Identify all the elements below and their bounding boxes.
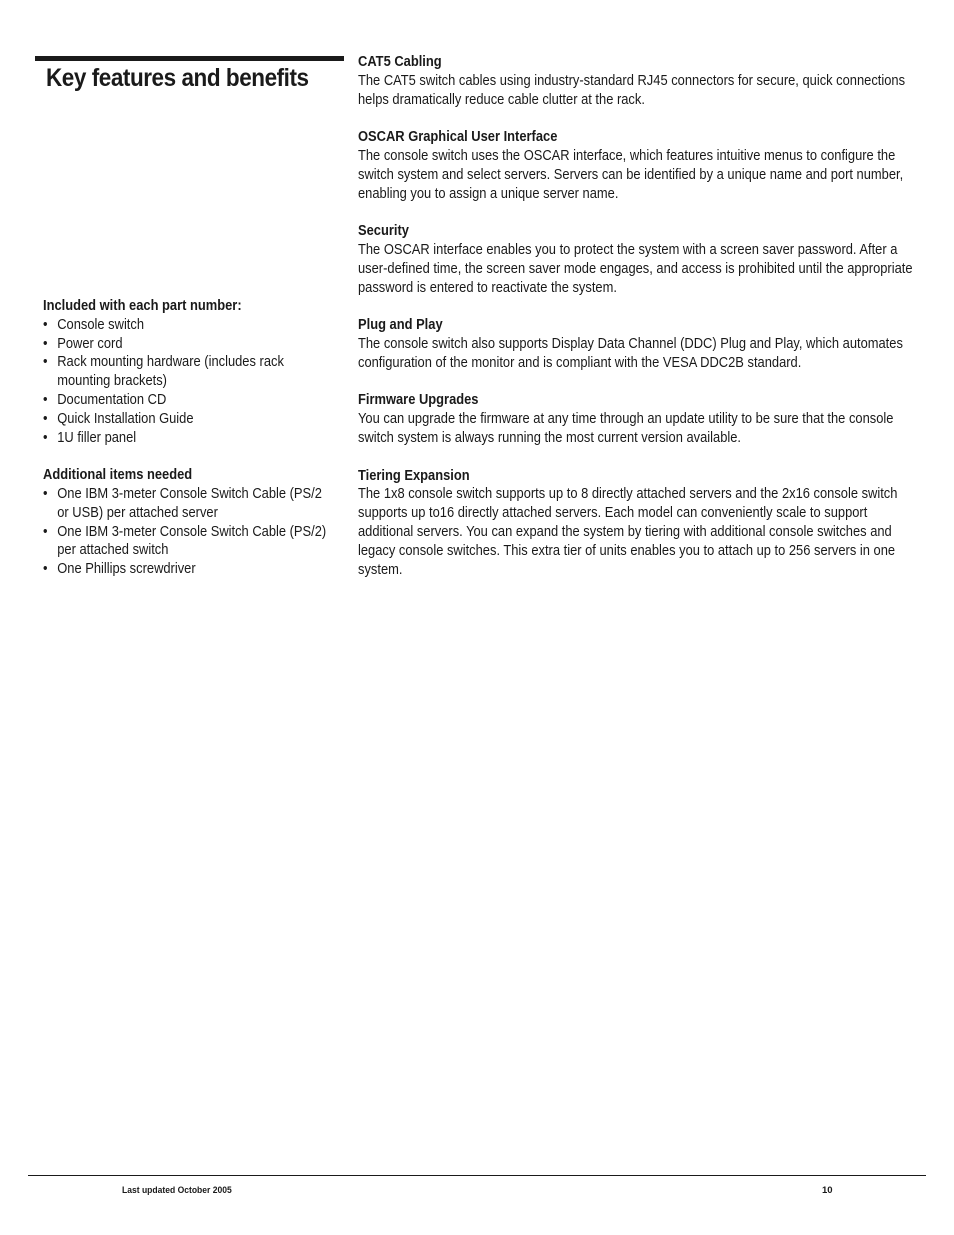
list-item: • Rack mounting hardware (includes rack mounting brackets) bbox=[43, 354, 284, 390]
bullet-icon: • bbox=[43, 354, 48, 371]
section-body: The console switch uses the OSCAR interface, which features intuitive menus to configure the switch system and select servers. Servers can be identified by a unique name and port number, enabling you to assign a unique server name. bbox=[358, 147, 904, 202]
bullet-icon: • bbox=[43, 391, 48, 408]
section-heading: Security bbox=[358, 223, 409, 240]
section-heading: Plug and Play bbox=[358, 317, 443, 334]
included-block bbox=[43, 297, 333, 447]
list-item: • Documentation CD bbox=[43, 391, 167, 408]
section-security bbox=[358, 222, 923, 297]
list-item: • Quick Installation Guide bbox=[43, 410, 194, 427]
section-body: The CAT5 switch cables using industry-standard RJ45 connectors for secure, quick connections helps dramatically reduce cable clutter at the rack. bbox=[358, 72, 906, 108]
section-heading: CAT5 Cabling bbox=[358, 54, 442, 70]
list-item: • One Phillips screwdriver bbox=[43, 561, 196, 578]
section-firmware-upgrades bbox=[358, 391, 923, 447]
list-item: • One IBM 3-meter Console Switch Cable (PS/2 or USB) per attached server bbox=[43, 485, 322, 521]
right-column bbox=[358, 53, 923, 598]
section-body: The 1x8 console switch supports up to 8 directly attached servers and the 2x16 console switch supports up to16 directly attached servers. Each model can conveniently scale to support additional servers. You can expand the system by tiering with additional console switches and legacy console switches. This extra tier of units enables you to attach up to 256 servers in one system. bbox=[358, 486, 898, 578]
included-list bbox=[43, 316, 333, 448]
footer-updated: Last updated October 2005 bbox=[122, 1185, 232, 1196]
section-plug-and-play bbox=[358, 316, 923, 372]
list-item: • Power cord bbox=[43, 335, 123, 352]
section-body: You can upgrade the firmware at any time through an update utility to be sure that the console switch system is always running the most current version available. bbox=[358, 411, 894, 446]
section-body: The console switch also supports Display Data Channel (DDC) Plug and Play, which automates configuration of the monitor and is compliant with the VESA DDC2B standard. bbox=[358, 335, 903, 371]
bullet-icon: • bbox=[43, 410, 48, 427]
list-item: • 1U filler panel bbox=[43, 429, 137, 446]
section-body: The OSCAR interface enables you to protect the system with a screen saver password. After a user-defined time, the screen saver mode engages, and access is prohibited until the appropriate password is entered to reactivate the system. bbox=[358, 241, 913, 296]
bullet-icon: • bbox=[43, 561, 48, 578]
additional-block bbox=[43, 466, 333, 579]
section-heading: OSCAR Graphical User Interface bbox=[358, 129, 558, 146]
additional-list bbox=[43, 485, 333, 579]
bullet-icon: • bbox=[43, 316, 48, 333]
section-oscar-gui bbox=[358, 128, 923, 203]
bullet-icon: • bbox=[43, 335, 48, 352]
section-heading: Firmware Upgrades bbox=[358, 392, 479, 409]
additional-heading: Additional items needed bbox=[43, 467, 193, 484]
section-cat5-cabling bbox=[358, 53, 923, 109]
page-number: 10 bbox=[822, 1185, 833, 1196]
included-heading: Included with each part number: bbox=[43, 298, 242, 314]
list-item: • One IBM 3-meter Console Switch Cable (PS/2) per attached switch bbox=[43, 523, 327, 559]
section-tiering-expansion bbox=[358, 467, 923, 580]
footer-rule bbox=[28, 1175, 926, 1176]
bullet-icon: • bbox=[43, 485, 48, 502]
list-item: • Console switch bbox=[43, 316, 145, 333]
left-column bbox=[43, 297, 333, 598]
bullet-icon: • bbox=[43, 429, 48, 446]
page-title: Key features and benefits bbox=[46, 64, 309, 92]
bullet-icon: • bbox=[43, 523, 48, 540]
section-heading: Tiering Expansion bbox=[358, 467, 470, 484]
